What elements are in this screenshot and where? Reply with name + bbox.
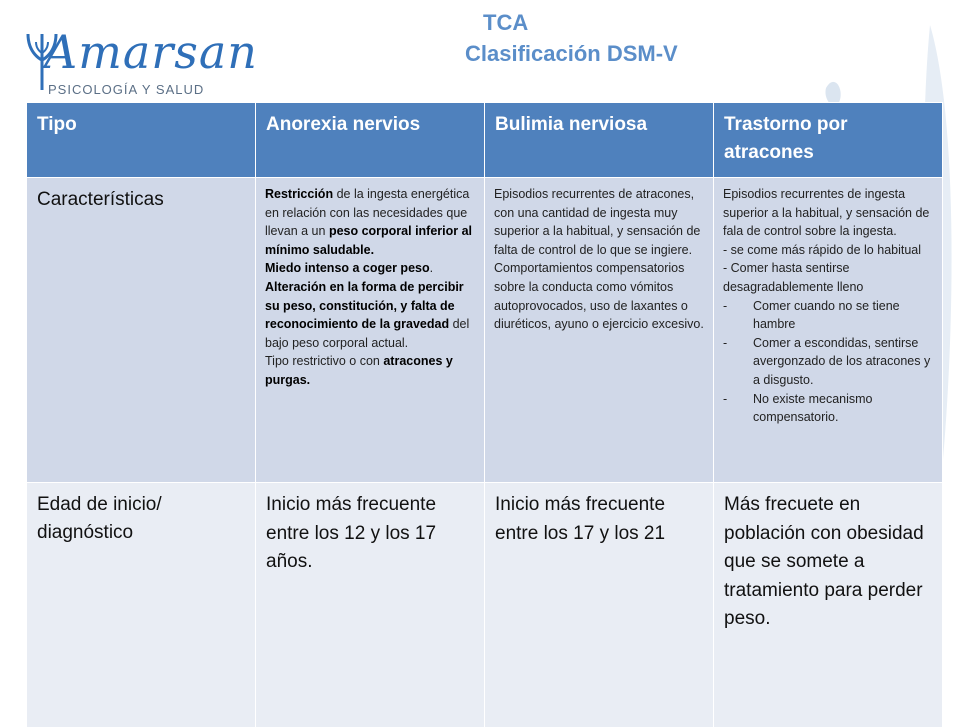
bulimia-paragraph-1: Episodios recurrentes de atracones, con una cantidad de ingesta muy superior a la habitual, y sensación de falta de control de lo que se ingiere. — [494, 187, 701, 257]
cell-bulimia-caracteristicas — [485, 178, 714, 483]
header-anorexia: Anorexia nervios — [256, 103, 485, 178]
atracones-paragraph-2: - se come más rápido de lo habitual — [723, 242, 922, 257]
atracones-paragraph-3: - Comer hasta sentirse desagradablemente lleno — [723, 261, 864, 294]
logo-brand-name: Amarsan — [44, 25, 258, 79]
anorexia-paragraph-4: Tipo restrictivo o con atracones y purgas. — [265, 354, 453, 387]
table-row-caracteristicas — [27, 178, 943, 483]
anorexia-paragraph-2: Miedo intenso a coger peso. — [265, 261, 434, 276]
list-item: - No existe mecanismo compensatorio. — [723, 390, 934, 427]
cell-atracones-caracteristicas — [714, 178, 943, 483]
page-subtitle: Clasificación DSM-V — [465, 41, 678, 66]
anorexia-paragraph-1: Restricción de la ingesta energética en relación con las necesidades que llevan a un peso corporal inferior al mínimo saludable. — [265, 187, 473, 257]
list-item: - Comer cuando no se tiene hambre — [723, 297, 934, 334]
bulimia-paragraph-2: Comportamientos compensatorios sobre la conducta como vómitos autoprovocados, uso de laxantes o diuréticos, ayuno o ejercicio excesivo. — [494, 261, 704, 332]
cell-anorexia-edad: Inicio más frecuente entre los 12 y los 17 años. — [256, 483, 485, 728]
table-row-edad — [27, 483, 943, 728]
header-atracones: Trastorno por atracones — [714, 103, 943, 178]
header-bulimia: Bulimia nerviosa — [485, 103, 714, 178]
cell-bulimia-edad: Inicio más frecuente entre los 17 y los 21 — [485, 483, 714, 728]
cell-atracones-edad: Más frecuete en población con obesidad que se somete a tratamiento para perder peso. — [714, 483, 943, 728]
row-label-edad: Edad de inicio/ diagnóstico — [27, 483, 256, 728]
anorexia-paragraph-3: Alteración en la forma de percibir su peso, constitución, y falta de reconocimiento de la gravedad del bajo peso corporal actual. — [265, 279, 470, 350]
dsm-classification-table — [26, 102, 943, 728]
atracones-paragraph-1: Episodios recurrentes de ingesta superior a la habitual, y sensación de fala de control sobre la ingesta. — [723, 187, 930, 239]
table-header-row — [27, 103, 943, 178]
atracones-bullet-list — [723, 297, 934, 427]
page-title: TCA — [483, 10, 529, 35]
list-item: - Comer a escondidas, sentirse avergonzado de los atracones y a disgusto. — [723, 334, 934, 390]
brand-logo — [22, 20, 258, 102]
logo-tagline: PSICOLOGÍA Y SALUD — [48, 82, 205, 97]
row-label-caracteristicas: Características — [27, 178, 256, 483]
cell-anorexia-caracteristicas — [256, 178, 485, 483]
header-tipo: Tipo — [27, 103, 256, 178]
